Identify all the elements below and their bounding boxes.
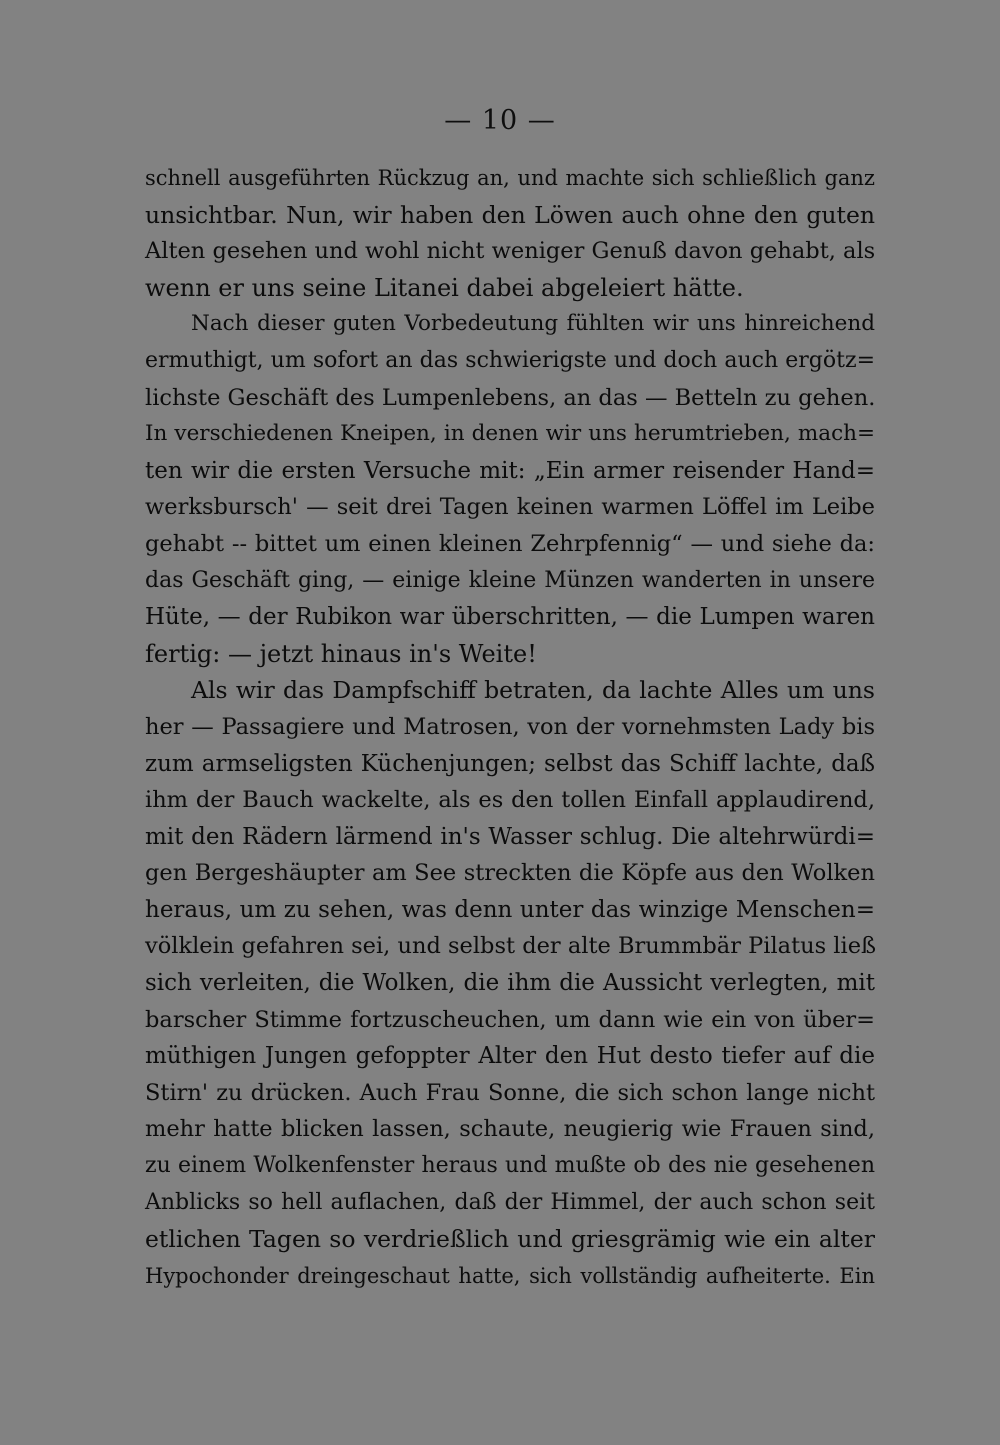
- text-line: Nach dieser guten Vorbedeutung fühlten wir uns hinreichend: [191, 311, 875, 337]
- text-line: zum armseligsten Küchenjungen; selbst das Schiff lachte, daß: [145, 750, 875, 777]
- text-line: heraus, um zu sehen, was denn unter das winzige Menschen=: [145, 896, 875, 923]
- text-line: lichste Geschäft des Lumpenlebens, an das — Betteln zu gehen.: [145, 384, 876, 411]
- text-line: mit den Rädern lärmend in's Wasser schlug. Die altehrwürdi=: [145, 823, 875, 850]
- text-line: Als wir das Dampfschiff betraten, da lachte Alles um uns: [191, 676, 875, 705]
- text-line: gehabt -- bittet um einen kleinen Zehrpfennig“ — und siehe da:: [145, 530, 875, 557]
- text-line: Hypochonder dreingeschaut hatte, sich vollständig aufheiterte. Ein: [145, 1263, 875, 1288]
- body-text: [145, 160, 875, 1294]
- text-line: sich verleiten, die Wolken, die ihm die Aussicht verlegten, mit: [145, 970, 875, 997]
- text-line: Alten gesehen und wohl nicht weniger Genuß davon gehabt, als: [145, 238, 876, 265]
- text-line: völklein gefahren sei, und selbst der alte Brummbär Pilatus ließ: [145, 933, 877, 960]
- text-line: ermuthigt, um sofort an das schwierigste und doch auch ergötz=: [145, 347, 875, 373]
- text-line: ten wir die ersten Versuche mit: „Ein armer reisender Hand=: [145, 457, 875, 484]
- text-line: das Geschäft ging, — einige kleine Münzen wanderten in unsere: [145, 567, 875, 593]
- text-line: fertig: — jetzt hinaus in's Weite!: [145, 639, 537, 668]
- text-line: Stirn' zu drücken. Auch Frau Sonne, die sich schon lange nicht: [145, 1079, 875, 1106]
- text-line: Hüte, — der Rubikon war überschritten, — die Lumpen waren: [145, 604, 875, 631]
- text-line: ihm der Bauch wackelte, als es den tollen Einfall applaudirend,: [145, 787, 875, 814]
- text-line: werksbursch' — seit drei Tagen keinen warmen Löffel im Leibe: [145, 494, 875, 521]
- text-line: barscher Stimme fortzuscheuchen, um dann wie ein von über=: [145, 1006, 875, 1033]
- page-number: — 10 —: [444, 105, 556, 136]
- text-line: schnell ausgeführten Rückzug an, und machte sich schließlich ganz: [145, 166, 875, 190]
- text-line: Anblicks so hell auflachen, daß der Himmel, der auch schon seit: [145, 1189, 875, 1215]
- text-line: unsichtbar. Nun, wir haben den Löwen auch ohne den guten: [145, 200, 875, 229]
- text-line: zu einem Wolkenfenster heraus und mußte ob des nie gesehenen: [145, 1153, 875, 1179]
- text-line: gen Bergeshäupter am See streckten die Köpfe aus den Wolken: [145, 860, 875, 887]
- text-line: müthigen Jungen gefoppter Alter den Hut desto tiefer auf die: [145, 1043, 875, 1070]
- text-line: her — Passagiere und Matrosen, von der vornehmsten Lady bis: [145, 713, 875, 740]
- text-line: etlichen Tagen so verdrießlich und griesgrämig wie ein alter: [145, 1225, 875, 1254]
- text-line: In verschiedenen Kneipen, in denen wir uns herumtrieben, mach=: [145, 421, 875, 447]
- text-line: mehr hatte blicken lassen, schaute, neugierig wie Frauen sind,: [145, 1116, 875, 1143]
- text-line: wenn er uns seine Litanei dabei abgeleiert hätte.: [145, 273, 744, 302]
